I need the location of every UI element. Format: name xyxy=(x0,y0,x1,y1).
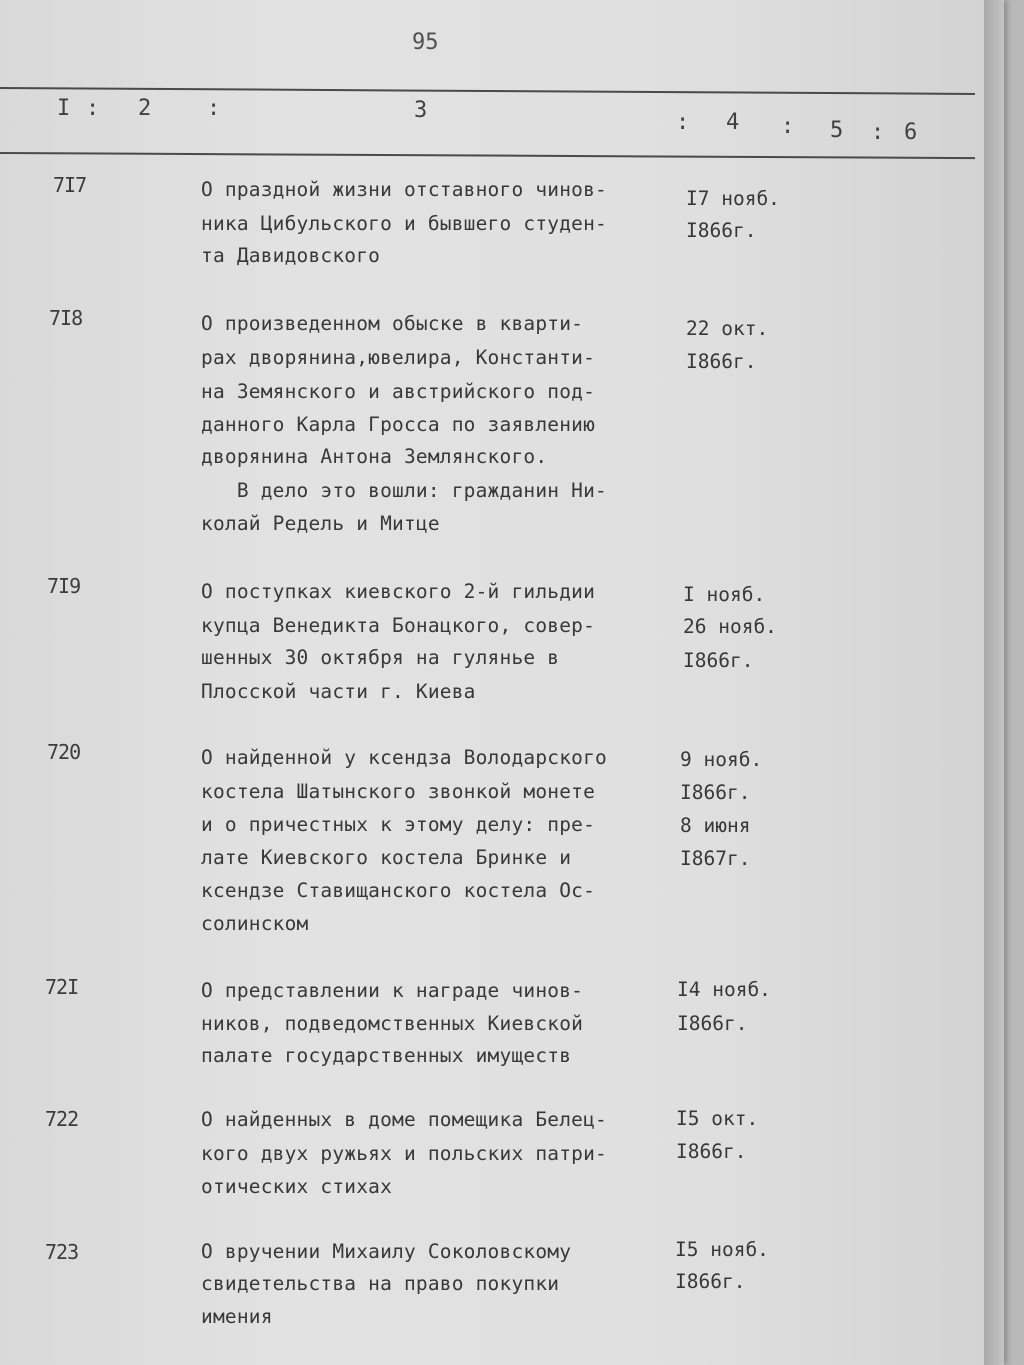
column-separator: : xyxy=(676,110,690,135)
entry-description-line: данного Карла Гросса по заявлению xyxy=(201,413,596,436)
entry-date-line: I866г. xyxy=(676,1140,747,1163)
entry-description-line: О поступках киевского 2-й гильдии xyxy=(201,580,596,603)
column-header-6: 6 xyxy=(904,120,918,145)
entry-description-line: солинском xyxy=(201,912,309,935)
entry-description-line: костела Шатынского звонкой монете xyxy=(201,780,596,803)
entry-number: 7I9 xyxy=(47,574,81,598)
entry-description-line: О представлении к награде чинов- xyxy=(201,979,584,1002)
entry-date-line: I5 нояб. xyxy=(675,1238,769,1261)
entry-description-line: отических стихах xyxy=(201,1175,393,1198)
entry-description-line: колай Редель и Митце xyxy=(201,512,440,535)
entry-date-line: 9 нояб. xyxy=(680,748,763,771)
entry-date-line: I5 окт. xyxy=(676,1107,759,1130)
entry-description-line: и о причестных к этому делу: пре- xyxy=(201,813,596,836)
entry-description-line: О вручении Михаилу Соколовскому xyxy=(201,1240,572,1263)
entry-description-line: О произведенном обыске в кварти- xyxy=(201,312,584,335)
column-separator: : xyxy=(781,114,795,139)
entry-description-line: О найденных в доме помещика Белец- xyxy=(201,1108,607,1131)
entry-number: 7I8 xyxy=(49,306,83,330)
entry-date-line: I нояб. xyxy=(683,583,766,606)
header-rule-top xyxy=(0,87,975,95)
entry-description-line: В дело это вошли: гражданин Ни- xyxy=(201,479,607,502)
entry-description-line: на Земянского и австрийского под- xyxy=(201,380,596,403)
header-rule-bottom xyxy=(0,152,975,159)
column-header-5: 5 xyxy=(830,118,844,143)
entry-description-line: лате Киевского костела Бринке и xyxy=(201,846,572,869)
entry-date-line: I866г. xyxy=(680,781,751,804)
entry-description-line: та Давидовского xyxy=(201,244,381,267)
entry-date-line: I866г. xyxy=(675,1270,746,1293)
page-number: 95 xyxy=(412,30,439,55)
column-header-4: 4 xyxy=(726,110,740,135)
column-separator: : xyxy=(871,120,885,145)
entry-description-line: кого двух ружьях и польских патри- xyxy=(201,1142,607,1165)
entry-description-line: рах дворянина,ювелира, Константи- xyxy=(201,346,596,369)
column-header-2: 2 xyxy=(138,96,152,121)
entry-description-line: О найденной у ксендза Володарского xyxy=(201,746,607,769)
entry-date-line: I866г. xyxy=(686,219,757,242)
entry-description-line: шенных 30 октября на гулянье в xyxy=(201,646,560,669)
entry-description-line: Плосской части г. Киева xyxy=(201,680,476,703)
entry-date-line: 8 июня xyxy=(680,814,751,837)
column-separator: : xyxy=(207,96,221,121)
entry-number: 720 xyxy=(47,740,81,764)
entry-description-line: О праздной жизни отставного чинов- xyxy=(201,178,607,201)
entry-date-line: 22 окт. xyxy=(686,317,769,340)
entry-date-line: I7 нояб. xyxy=(686,187,780,210)
entry-date-line: I866г. xyxy=(686,350,757,373)
entry-date-line: I867г. xyxy=(680,847,751,870)
entry-description-line: имения xyxy=(201,1305,273,1328)
entry-description-line: ника Цибульского и бывшего студен- xyxy=(201,212,607,235)
entry-number: 72I xyxy=(45,975,79,999)
entry-date-line: I4 нояб. xyxy=(677,978,771,1001)
entry-number: 722 xyxy=(45,1107,79,1131)
entry-description-line: ников, подведомственных Киевской xyxy=(201,1012,584,1035)
entry-description-line: купца Венедикта Бонацкого, совер- xyxy=(201,614,596,637)
entry-description-line: ксендзе Ставищанского костела Ос- xyxy=(201,879,596,902)
entry-number: 723 xyxy=(45,1240,79,1264)
column-separator: : xyxy=(86,96,100,121)
entry-description-line: дворянина Антона Землянского. xyxy=(201,445,548,468)
entry-number: 7I7 xyxy=(53,173,87,197)
entry-date-line: I866г. xyxy=(683,649,754,672)
entry-date-line: 26 нояб. xyxy=(683,615,777,638)
entry-date-line: I866г. xyxy=(677,1012,748,1035)
page-edge-shadow xyxy=(984,0,1004,1365)
entry-description-line: свидетельства на право покупки xyxy=(201,1272,560,1295)
column-header-3: 3 xyxy=(414,98,428,123)
column-header-1: I xyxy=(57,96,71,121)
entry-description-line: палате государственных имуществ xyxy=(201,1044,572,1067)
